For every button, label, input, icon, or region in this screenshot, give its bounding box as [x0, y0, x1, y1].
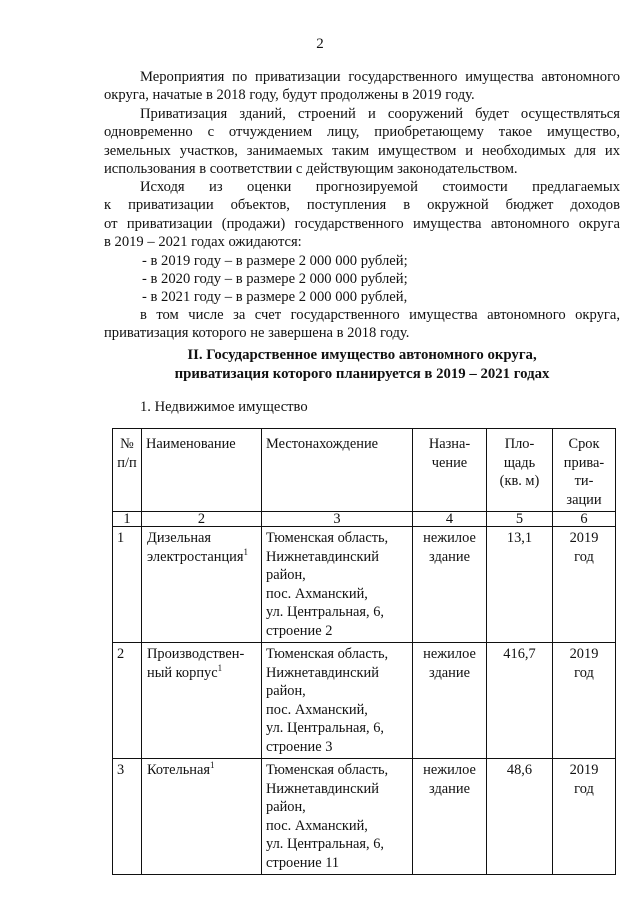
row-number: 1 [113, 527, 142, 643]
term-line: 2019 [569, 762, 599, 778]
paragraph-line: использования в соответствии с действующим законодательством. [104, 161, 518, 178]
location-line: строение 11 [266, 854, 340, 871]
purpose-line: здание [429, 780, 470, 797]
location-line: Нижнетавдинский [266, 664, 379, 681]
revenue-list-item: - в 2019 году – в размере 2 000 000 рублей; [142, 253, 408, 269]
purpose-line: здание [429, 548, 470, 565]
table-row [113, 759, 616, 875]
term-line: год [574, 664, 594, 681]
location-line: Тюменская область, [266, 530, 389, 546]
real-estate-table [112, 428, 616, 875]
location-line: пос. Ахманский, [266, 585, 368, 602]
purpose-line: здание [429, 664, 470, 681]
header-area [487, 429, 553, 512]
location-line: ул. Центральная, 6, [266, 836, 385, 852]
object-purpose [413, 643, 487, 759]
header-line: Наименование [146, 436, 236, 452]
name-line [147, 664, 257, 683]
header-line: Назна- [428, 436, 471, 452]
header-line: Местонахождение [266, 436, 379, 452]
object-location [262, 759, 413, 875]
location-line: ул. Центральная, 6, [266, 720, 385, 736]
column-number: 5 [487, 512, 553, 527]
object-term [553, 527, 616, 643]
location-line: пос. Ахманский, [266, 817, 368, 834]
term-line: 2019 [569, 530, 599, 546]
subheading-real-estate: 1. Недвижимое имущество [140, 399, 308, 415]
purpose-line: нежилое [423, 530, 476, 546]
location-line: пос. Ахманский, [266, 701, 368, 718]
column-number: 2 [142, 512, 262, 527]
paragraph-line: приватизация которого не завершена в 2018 году. [104, 325, 410, 342]
object-area: 48,6 [487, 759, 553, 875]
name-text: ный корпус [147, 664, 218, 681]
paragraph-line: Мероприятия по приватизации государственного имущества автономного [140, 69, 620, 85]
term-line: год [574, 780, 594, 797]
page-number: 2 [316, 36, 324, 52]
location-line: район, [266, 683, 306, 699]
header-line: щадь [503, 454, 536, 471]
object-area: 13,1 [487, 527, 553, 643]
paragraph-incomplete-2018 [104, 306, 620, 343]
object-purpose [413, 527, 487, 643]
header-line: Пло- [504, 436, 535, 452]
column-number: 4 [413, 512, 487, 527]
footnote-mark: 1 [210, 760, 215, 771]
object-name [142, 643, 262, 759]
paragraph-line: от приватизации (продажи) государственного имущества автономного округа [104, 215, 620, 232]
column-number: 1 [113, 512, 142, 527]
location-line: район, [266, 799, 306, 815]
paragraph-line: округа, начатые в 2018 году, будут продолжены в 2019 году. [104, 87, 475, 104]
object-purpose [413, 759, 487, 875]
row-number: 3 [113, 759, 142, 875]
paragraph-line: в том числе за счет государственного имущества автономного округа, [140, 307, 620, 323]
header-line: прива- [563, 454, 605, 471]
header-name [142, 429, 262, 512]
paragraph-line: земельных участков, занимаемых таким имуществом и необходимых для их [104, 142, 620, 159]
table-header-row [113, 429, 616, 512]
paragraph-expected-revenue [104, 178, 620, 252]
purpose-line: нежилое [423, 646, 476, 662]
paragraph-line: к приватизации объектов, поступления в окружной бюджет доходов [104, 197, 620, 214]
section-heading-line2: приватизация которого планируется в 2019 – 2021 годах [174, 366, 550, 382]
header-line: (кв. м) [499, 473, 540, 489]
column-number: 3 [262, 512, 413, 527]
object-location [262, 643, 413, 759]
header-location [262, 429, 413, 512]
name-line [147, 548, 257, 567]
paragraph-line: в 2019 – 2021 годах ожидаются: [104, 234, 302, 251]
object-name [142, 527, 262, 643]
revenue-list-item: - в 2020 году – в размере 2 000 000 рублей; [142, 271, 408, 287]
paragraph-land-alienation [104, 105, 620, 179]
header-line: зации [566, 491, 602, 508]
term-line: 2019 [569, 646, 599, 662]
paragraph-line: Исходя из оценки прогнозируемой стоимости предлагаемых [140, 179, 620, 195]
location-line: Нижнетавдинский [266, 780, 379, 797]
table-row [113, 527, 616, 643]
footnote-mark: 1 [243, 546, 248, 557]
paragraph-line: одновременно с отчуждением лицу, приобретающему такое имущество, [104, 124, 620, 141]
name-text: Котельная [147, 762, 211, 778]
header-purpose [413, 429, 487, 512]
location-line: строение 2 [266, 622, 333, 639]
name-line: Дизельная [147, 530, 212, 546]
object-term [553, 643, 616, 759]
object-location [262, 527, 413, 643]
column-number: 6 [553, 512, 616, 527]
header-line: № [120, 436, 134, 452]
location-line: район, [266, 567, 306, 583]
table-row [113, 643, 616, 759]
paragraph-privatization-continuation [104, 68, 620, 105]
location-line: ул. Центральная, 6, [266, 604, 385, 620]
header-line: п/п [117, 454, 137, 471]
header-line: ти- [574, 473, 594, 489]
location-line: Нижнетавдинский [266, 548, 379, 565]
revenue-list-item: - в 2021 году – в размере 2 000 000 рублей, [142, 289, 408, 305]
name-line [147, 761, 257, 780]
header-number [113, 429, 142, 512]
object-area: 416,7 [487, 643, 553, 759]
location-line: строение 3 [266, 738, 333, 755]
term-line: год [574, 548, 594, 565]
section-heading-line1: II. Государственное имущество автономного округа, [187, 347, 537, 363]
object-name [142, 759, 262, 875]
column-number-row [113, 512, 616, 527]
location-line: Тюменская область, [266, 646, 389, 662]
name-text: электростанция [147, 548, 244, 565]
location-line: Тюменская область, [266, 762, 389, 778]
purpose-line: нежилое [423, 762, 476, 778]
header-line: Срок [568, 436, 600, 452]
name-line: Производствен- [147, 646, 245, 662]
object-term [553, 759, 616, 875]
row-number: 2 [113, 643, 142, 759]
header-line: чение [431, 454, 468, 471]
paragraph-line: Приватизация зданий, строений и сооружений будет осуществляться [140, 106, 620, 122]
footnote-mark: 1 [217, 662, 223, 673]
header-term [553, 429, 616, 512]
